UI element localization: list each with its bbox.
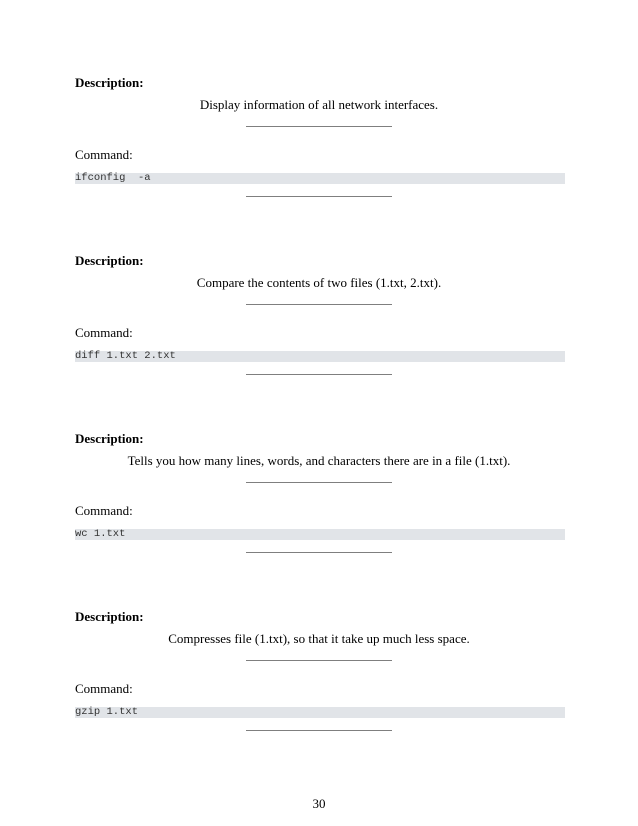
- answer-line: [246, 730, 392, 731]
- command-code-block: [75, 173, 565, 184]
- description-heading: Description:: [75, 75, 144, 90]
- description-heading: Description:: [75, 431, 144, 446]
- command-label: Command:: [75, 503, 133, 518]
- command-label: Command:: [75, 681, 133, 696]
- command-code: diff 1.txt 2.txt: [75, 350, 176, 362]
- command-code: gzip 1.txt: [75, 706, 139, 718]
- command-code-block: [75, 351, 565, 362]
- description-heading: Description:: [75, 253, 144, 268]
- description-text: Compare the contents of two files (1.txt, 2.txt).: [196, 275, 442, 290]
- description-heading: Description:: [75, 609, 144, 624]
- description-text: Tells you how many lines, words, and characters there are in a file (1.txt).: [127, 453, 511, 468]
- answer-line: [246, 660, 392, 661]
- command-code: ifconfig -a: [75, 172, 151, 184]
- description-text: Compresses file (1.txt), so that it take up much less space.: [168, 631, 470, 646]
- command-code-block: [75, 707, 565, 718]
- answer-line: [246, 374, 392, 375]
- answer-line: [246, 482, 392, 483]
- page-number: 30: [312, 796, 326, 811]
- command-code-block: [75, 529, 565, 540]
- command-label: Command:: [75, 147, 133, 162]
- answer-line: [246, 126, 392, 127]
- answer-line: [246, 304, 392, 305]
- answer-line: [246, 196, 392, 197]
- command-label: Command:: [75, 325, 133, 340]
- answer-line: [246, 552, 392, 553]
- description-text: Display information of all network interfaces.: [199, 97, 439, 112]
- command-code: wc 1.txt: [75, 528, 126, 540]
